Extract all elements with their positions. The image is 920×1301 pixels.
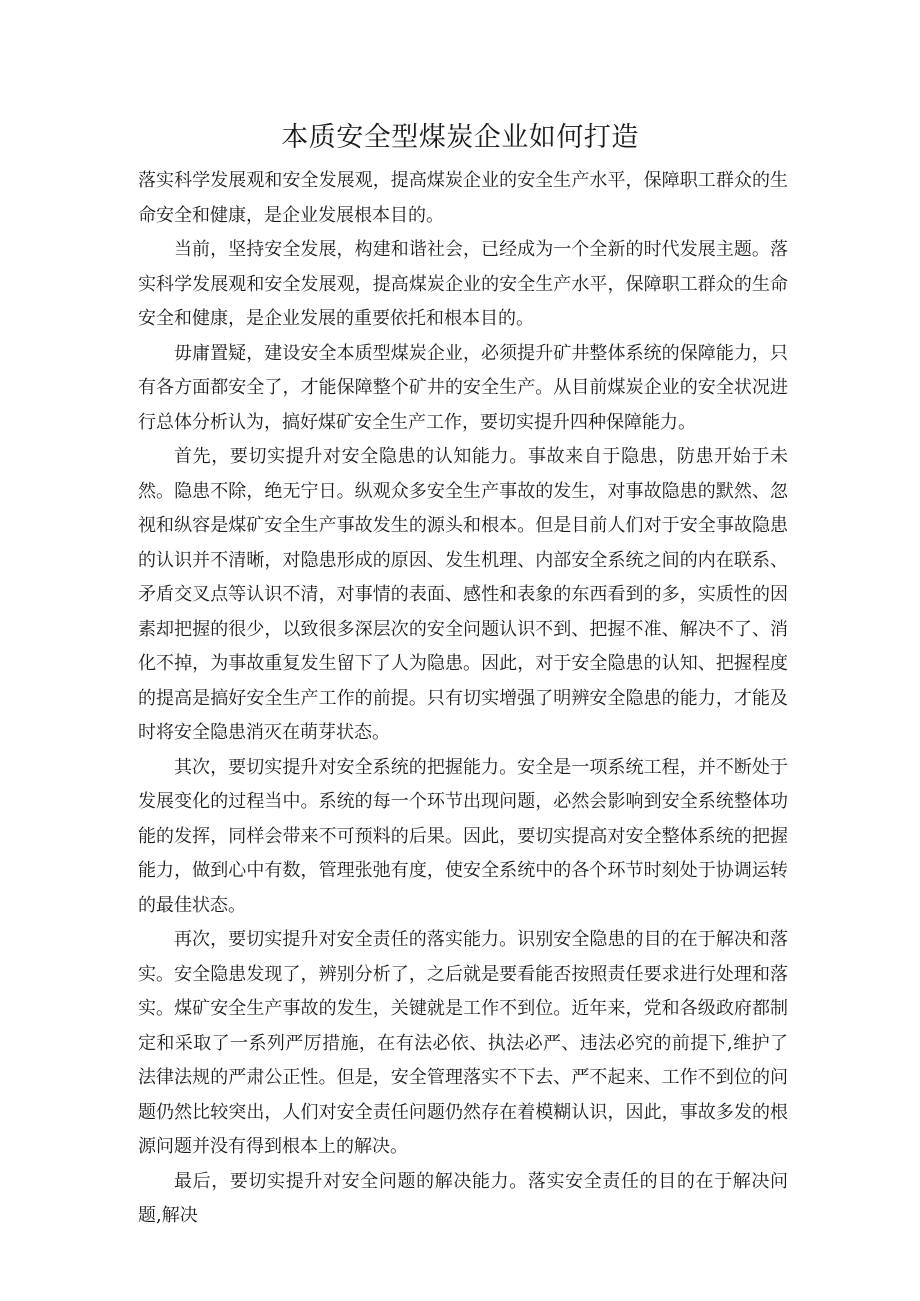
- paragraph-last: 最后，要切实提升对安全问题的解决能力。落实安全责任的目的在于解决问题,解决: [138, 1170, 788, 1226]
- document-body: [138, 164, 788, 1234]
- document-title: 本质安全型煤炭企业如何打造: [281, 122, 639, 153]
- paragraph-intro: 落实科学发展观和安全发展观，提高煤炭企业的安全生产水平，保障职工群众的生命安全和健康，是企业发展根本目的。: [138, 170, 788, 226]
- paragraph-current-situation: 当前，坚持安全发展，构建和谐社会，已经成为一个全新的时代发展主题。落实科学发展观和安全发展观，提高煤炭企业的安全生产水平，保障职工群众的生命安全和健康，是企业发展的重要依托和根本目的。: [138, 239, 788, 329]
- paragraph-first: 首先，要切实提升对安全隐患的认知能力。事故来自于隐患，防患开始于未然。隐患不除，绝无宁日。纵观众多安全生产事故的发生，对事故隐患的默然、忽视和纵容是煤矿安全生产事故发生的源头和根本。但是目前人们对于安全事故隐患的认识并不清晰，对隐患形成的原因、发生机理、内部安全系统之间的内在联系、矛盾交叉点等认识不清，对事情的表面、感性和表象的东西看到的多，实质性的因素却把握的很少，以致很多深层次的安全问题认识不到、把握不准、解决不了、消化不掉，为事故重复发生留下了人为隐患。因此，对于安全隐患的认知、把握程度的提高是搞好安全生产工作的前提。只有切实增强了明辨安全隐患的能力，才能及时将安全隐患消灭在萌芽状态。: [138, 446, 788, 743]
- paragraph-second: 其次，要切实提升对安全系统的把握能力。安全是一项系统工程，并不断处于发展变化的过程当中。系统的每一个环节出现问题，必然会影响到安全系统整体功能的发挥，同样会带来不可预料的后果。因此，要切实提高对安全整体系统的把握能力，做到心中有数，管理张弛有度，使安全系统中的各个环节时刻处于协调运转的最佳状态。: [138, 756, 788, 916]
- paragraph-undoubtedly: 毋庸置疑，建设安全本质型煤炭企业，必须提升矿井整体系统的保障能力，只有各方面都安全了，才能保障整个矿井的安全生产。从目前煤炭企业的安全状况进行总体分析认为，搞好煤矿安全生产工作，要切实提升四种保障能力。: [138, 342, 788, 433]
- paragraph-third: 再次，要切实提升对安全责任的落实能力。识别安全隐患的目的在于解决和落实。安全隐患发现了，辨别分析了，之后就是要看能否按照责任要求进行处理和落实。煤矿安全生产事故的发生，关键就是工作不到位。近年来，党和各级政府都制定和采取了一系列严厉措施，在有法必依、执法必严、违法必究的前提下,维护了法律法规的严肃公正性。但是，安全管理落实不下去、严不起来、工作不到位的问题仍然比较突出，人们对安全责任问题仍然存在着模糊认识，因此，事故多发的根源问题并没有得到根本上的解决。: [138, 929, 788, 1157]
